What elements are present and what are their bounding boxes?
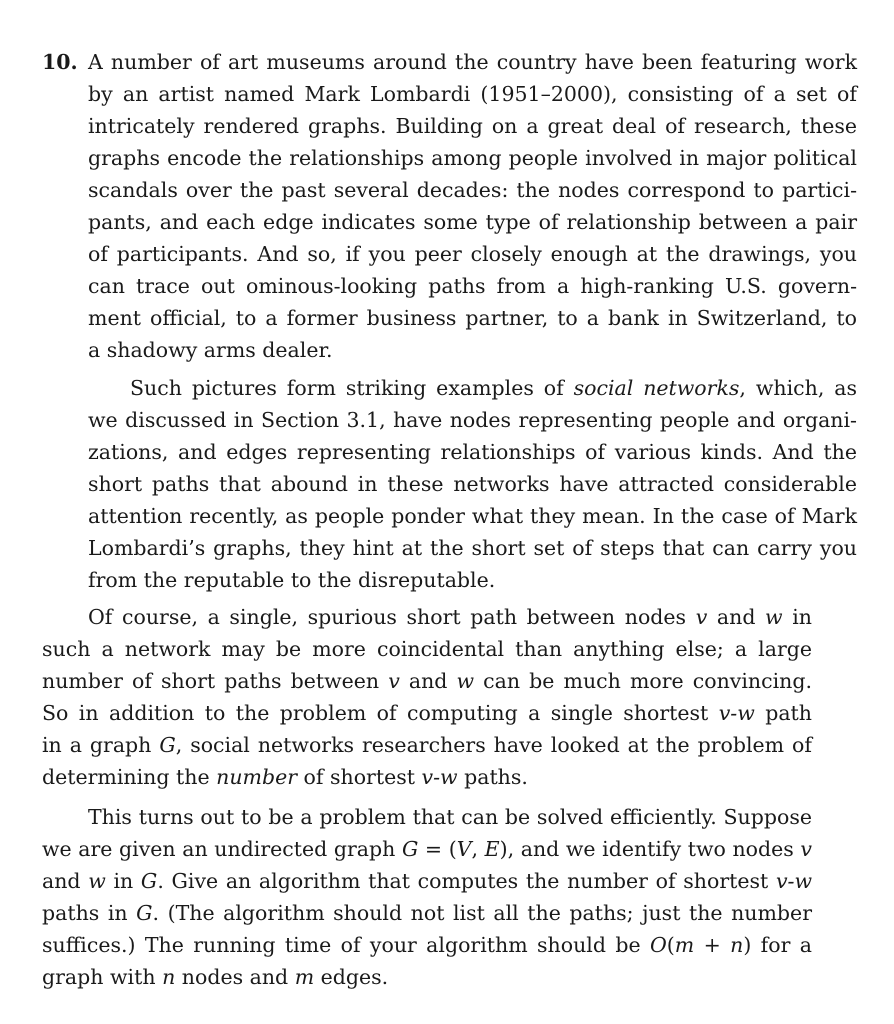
text-segment: edges. <box>314 965 389 989</box>
text-segment: . Give an algorithm that computes the number of shortest <box>157 869 776 893</box>
text-segment: we are given an undirected graph <box>42 837 402 861</box>
italic-text: G <box>136 901 153 925</box>
text-line <box>42 961 812 993</box>
text-segment: ( <box>666 933 675 957</box>
italic-text: m <box>674 933 695 957</box>
text-segment: A number of art museums around the country have been featuring work <box>88 50 857 74</box>
text-line <box>88 110 857 142</box>
text-segment: path <box>754 701 812 725</box>
text-segment: ) for a <box>743 933 812 957</box>
italic-text: O <box>649 933 667 957</box>
text-line <box>88 238 857 270</box>
text-line <box>88 334 857 366</box>
text-line <box>42 633 812 665</box>
text-segment: Lombardi’s graphs, they hint at the short set of steps that can carry you <box>88 536 857 560</box>
italic-text: v-w <box>421 765 458 789</box>
text-segment: of participants. And so, if you peer closely enough at the drawings, you <box>88 242 857 266</box>
exercise-number: 10. <box>42 50 78 74</box>
text-line <box>42 929 812 961</box>
text-line <box>88 78 857 110</box>
text-line <box>88 404 857 436</box>
text-segment: Such pictures form striking examples of <box>130 376 574 400</box>
italic-text: v <box>800 837 812 861</box>
text-line <box>88 206 857 238</box>
text-segment: , which, as <box>739 376 857 400</box>
italic-text: w <box>456 669 475 693</box>
text-line <box>88 302 857 334</box>
text-segment: in a graph <box>42 733 160 757</box>
text-segment: of shortest <box>297 765 422 789</box>
italic-text: w <box>765 605 783 629</box>
text-segment: graph with <box>42 965 163 989</box>
text-segment: and <box>707 605 766 629</box>
paragraph-intro <box>88 46 857 366</box>
italic-text: G <box>159 733 176 757</box>
text-segment: pants, and each edge indicates some type of relationship between a pair <box>88 210 857 234</box>
text-segment: nodes and <box>175 965 295 989</box>
text-segment: from the reputable to the disreputable. <box>88 568 496 592</box>
paragraph-problem-statement <box>42 801 812 993</box>
text-line <box>88 46 857 78</box>
italic-text: m <box>294 965 315 989</box>
italic-text: v <box>388 669 400 693</box>
text-line <box>88 436 857 468</box>
italic-text: n <box>162 965 176 989</box>
italic-text: G <box>401 837 419 861</box>
text-segment: determining the <box>42 765 217 789</box>
text-line <box>42 801 812 833</box>
italic-text: G <box>140 869 158 893</box>
text-line <box>88 500 857 532</box>
italic-text: V <box>456 837 472 861</box>
text-line <box>42 865 812 897</box>
text-segment: , social networks researchers have looked at the problem of <box>175 733 812 757</box>
text-segment: graphs encode the relationships among people involved in major political <box>88 146 857 170</box>
text-segment: intricately rendered graphs. Building on a great deal of research, these <box>88 114 857 138</box>
text-segment: Of course, a single, spurious short path between nodes <box>88 605 696 629</box>
text-segment: in <box>782 605 812 629</box>
text-segment: short paths that abound in these networks have attracted considerable <box>88 472 857 496</box>
text-segment: ment official, to a former business partner, to a bank in Switzerland, to <box>88 306 857 330</box>
text-line <box>42 761 812 793</box>
text-segment: , <box>471 837 485 861</box>
text-segment: So in addition to the problem of computing a single shortest <box>42 701 719 725</box>
text-segment: by an artist named Mark Lombardi (1951–2000), consisting of a set of <box>88 82 857 106</box>
text-segment: suffices.) The running time of your algorithm should be <box>42 933 650 957</box>
text-segment: we discussed in Section 3.1, have nodes representing people and organi- <box>88 408 857 432</box>
text-line <box>42 697 812 729</box>
text-segment: paths. <box>457 765 528 789</box>
text-segment: attention recently, as people ponder what they mean. In the case of Mark <box>88 504 857 528</box>
text-segment: paths in <box>42 901 137 925</box>
italic-text: number <box>216 765 298 789</box>
italic-text: w <box>88 869 106 893</box>
text-segment: can trace out ominous-looking paths from a high-ranking U.S. govern- <box>88 274 857 298</box>
text-segment: a shadowy arms dealer. <box>88 338 333 362</box>
text-line <box>88 468 857 500</box>
italic-text: v-w <box>718 701 755 725</box>
text-segment: This turns out to be a problem that can be solved efficiently. Suppose <box>88 805 812 829</box>
text-segment: zations, and edges representing relationships of various kinds. And the <box>88 440 857 464</box>
italic-text: n <box>730 933 744 957</box>
text-line <box>88 174 857 206</box>
text-segment: in <box>105 869 141 893</box>
text-line <box>88 372 857 404</box>
text-line <box>42 729 812 761</box>
text-segment: number of short paths between <box>42 669 389 693</box>
text-segment: + <box>694 933 731 957</box>
text-line <box>42 601 812 633</box>
text-segment: and <box>399 669 457 693</box>
text-line <box>88 142 857 174</box>
italic-text: social networks <box>573 376 740 400</box>
text-segment: scandals over the past several decades: the nodes correspond to partici- <box>88 178 857 202</box>
text-segment: and <box>42 869 89 893</box>
text-line <box>42 897 812 929</box>
text-line <box>42 833 812 865</box>
italic-text: E <box>484 837 500 861</box>
text-segment: = ( <box>418 837 457 861</box>
text-line <box>88 532 857 564</box>
text-line <box>88 270 857 302</box>
text-segment: such a network may be more coincidental than anything else; a large <box>42 637 812 661</box>
text-segment: ), and we identify two nodes <box>499 837 801 861</box>
text-segment: . (The algorithm should not list all the paths; just the number <box>152 901 812 925</box>
italic-text: v-w <box>775 869 812 893</box>
italic-text: v <box>695 605 708 629</box>
text-line <box>88 564 857 596</box>
text-segment: can be much more convincing. <box>474 669 812 693</box>
text-line <box>42 665 812 697</box>
paragraph-social-networks <box>88 372 857 596</box>
paragraph-short-paths <box>42 601 812 793</box>
